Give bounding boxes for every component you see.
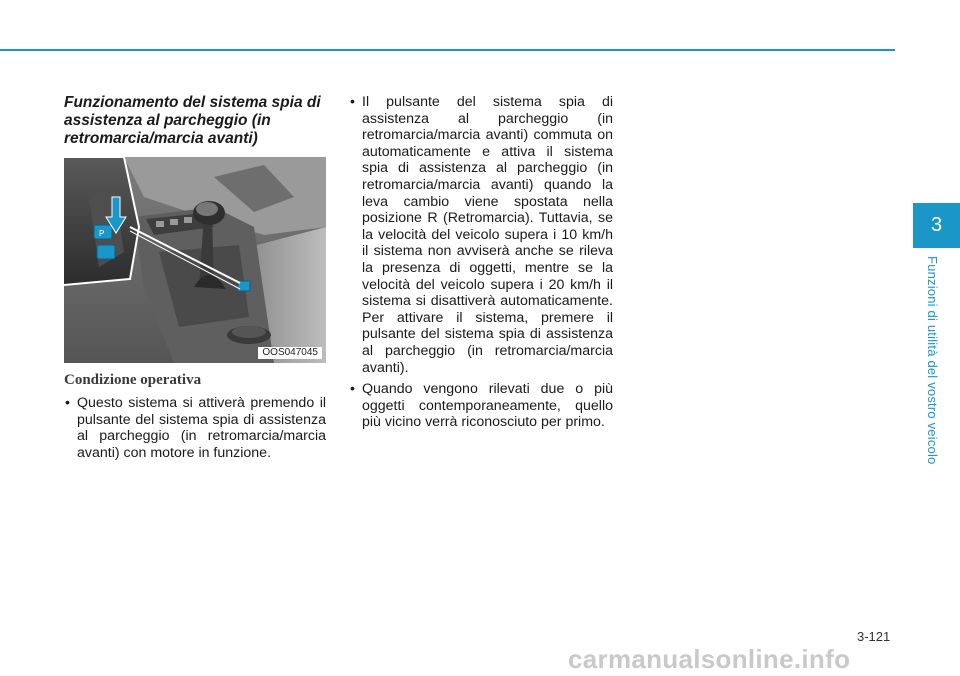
gear-console-drawing	[64, 157, 326, 363]
operating-condition-list	[64, 395, 326, 466]
header-rule	[0, 49, 895, 51]
section-title: Funzionamento del sistema spia di assistenza al parcheggio (in retromarcia/marcia avanti)	[64, 94, 321, 147]
svg-text:P: P	[99, 229, 105, 238]
list-item: • Questo sistema si attiverà premendo il pulsante del sistema spia di assistenza al parcheggio (in retromarcia/marcia avanti) con motore in funzione.	[64, 395, 326, 461]
figure-code: OOS047045	[258, 347, 322, 359]
list-item: • Quando vengono rilevati due o più oggetti contemporaneamente, quello più vicino verrà riconosciuto per primo.	[349, 381, 613, 431]
right-column-list	[349, 94, 613, 436]
chapter-number-tab: 3	[913, 203, 960, 248]
operating-condition-heading: Condizione operativa	[64, 372, 202, 388]
chapter-title: Funzioni di utilità del vostro veicolo	[925, 256, 940, 465]
console-illustration	[64, 157, 326, 363]
watermark: carmanualsonline.info	[568, 644, 851, 674]
page-number: 3-121	[857, 629, 891, 644]
list-item: • Il pulsante del sistema spia di assistenza al parcheggio (in retromarcia/marcia avanti) commuta on automaticamente e attiva il sistema spia di assistenza al parcheggio (in retromarcia/marcia avanti) quando la leva cambio viene spostata nella posizione R (Retromarcia). Tuttavia, se la velocità del veicolo supera i 10 km/h il sistema non avviserà anche se rileva la presenza di oggetti, mentre se la velocità del veicolo supera i 20 km/h il sistema si disattiverà automaticamente. Per attivare il sistema, premere il pulsante del sistema spia di assistenza al parcheggio (in retromarcia/marcia avanti).	[349, 94, 613, 376]
